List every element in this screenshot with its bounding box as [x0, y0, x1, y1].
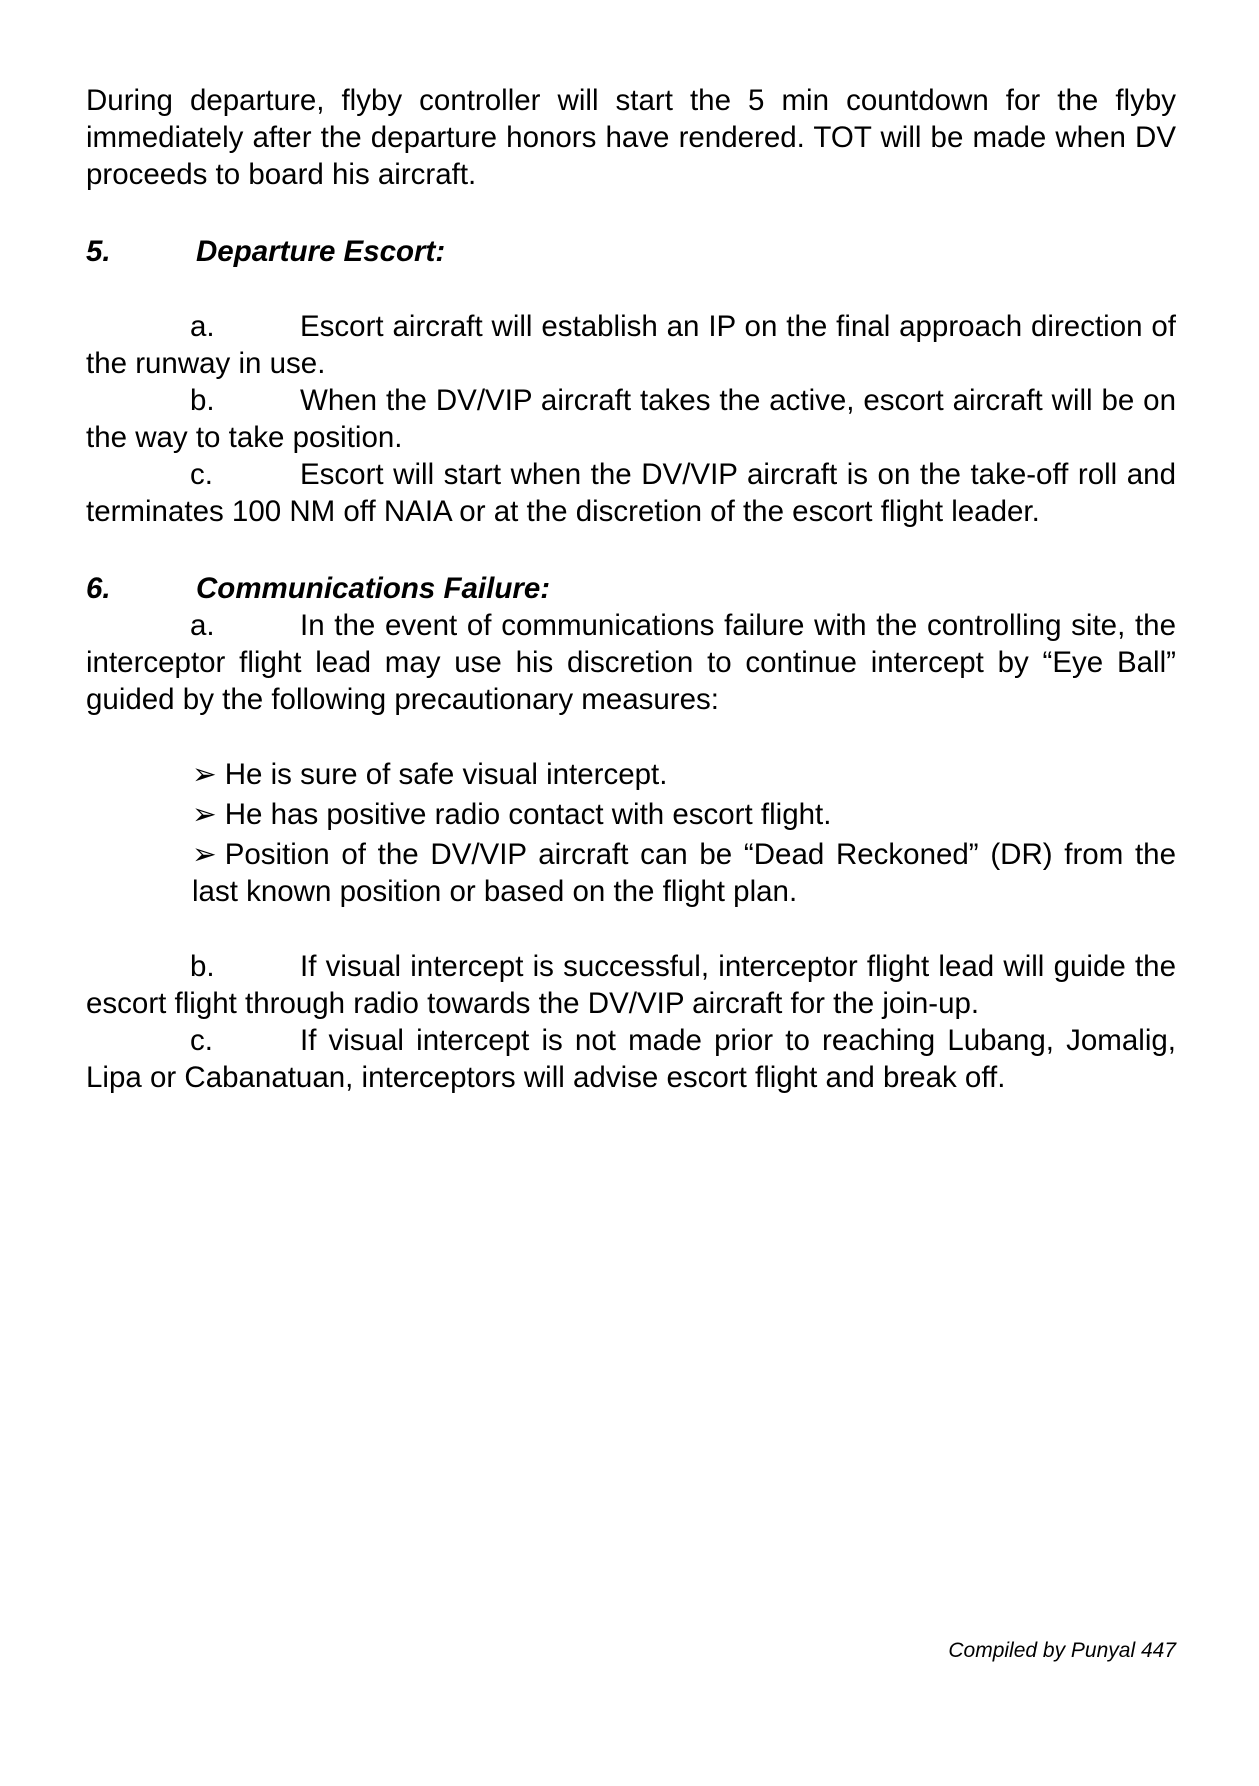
list-item — [86, 456, 1176, 530]
section-6-heading — [86, 570, 1176, 607]
item-letter: c. — [190, 458, 213, 491]
section-title: Communications Failure: — [196, 572, 551, 605]
item-letter: a. — [190, 609, 215, 642]
item-text: When the DV/VIP aircraft takes the active, escort aircraft will be on the way to take position. — [86, 384, 1176, 454]
precaution-list — [86, 756, 1176, 910]
arrow-bullet-icon: ➢ — [192, 798, 217, 831]
section-number: 5. — [86, 235, 111, 268]
page-footer: Compiled by Punyal 447 — [948, 1639, 1176, 1662]
list-item — [86, 1022, 1176, 1096]
list-item — [86, 382, 1176, 456]
bullet-text: He is sure of safe visual intercept. — [224, 758, 668, 791]
item-letter: c. — [190, 1024, 213, 1057]
section-title: Departure Escort: — [196, 235, 446, 268]
item-text: Escort aircraft will establish an IP on the final approach direction of the runway in use. — [86, 310, 1176, 380]
item-text: If visual intercept is not made prior to reaching Lubang, Jomalig, Lipa or Cabanatuan, interceptors will advise escort flight and break off. — [86, 1024, 1176, 1094]
arrow-bullet-icon: ➢ — [192, 758, 217, 791]
item-letter: a. — [190, 310, 215, 343]
bullet-text: Position of the DV/VIP aircraft can be “Dead Reckoned” (DR) from the last known position or based on the flight plan. — [192, 838, 1176, 908]
item-letter: b. — [190, 384, 215, 417]
arrow-bullet-icon: ➢ — [192, 838, 217, 871]
list-item — [86, 308, 1176, 382]
section-5-heading — [86, 233, 1176, 270]
document-page — [86, 82, 1176, 1096]
item-text: In the event of communications failure with the controlling site, the interceptor flight lead may use his discretion to continue intercept by “Eye Ball” guided by the following precautionary measures: — [86, 609, 1176, 716]
list-item — [192, 796, 1176, 833]
item-text: If visual intercept is successful, interceptor flight lead will guide the escort flight through radio towards the DV/VIP aircraft for the join-up. — [86, 950, 1176, 1020]
list-item — [192, 836, 1176, 910]
section-number: 6. — [86, 572, 111, 605]
bullet-text: He has positive radio contact with escort flight. — [224, 798, 832, 831]
item-letter: b. — [190, 950, 215, 983]
list-item — [86, 948, 1176, 1022]
item-text: Escort will start when the DV/VIP aircraft is on the take-off roll and terminates 100 NM off NAIA or at the discretion of the escort flight leader. — [86, 458, 1176, 528]
intro-paragraph: During departure, flyby controller will start the 5 min countdown for the flyby immediately after the departure honors have rendered. TOT will be made when DV proceeds to board his aircraft. — [86, 84, 1176, 191]
list-item — [86, 607, 1176, 718]
list-item — [192, 756, 1176, 793]
